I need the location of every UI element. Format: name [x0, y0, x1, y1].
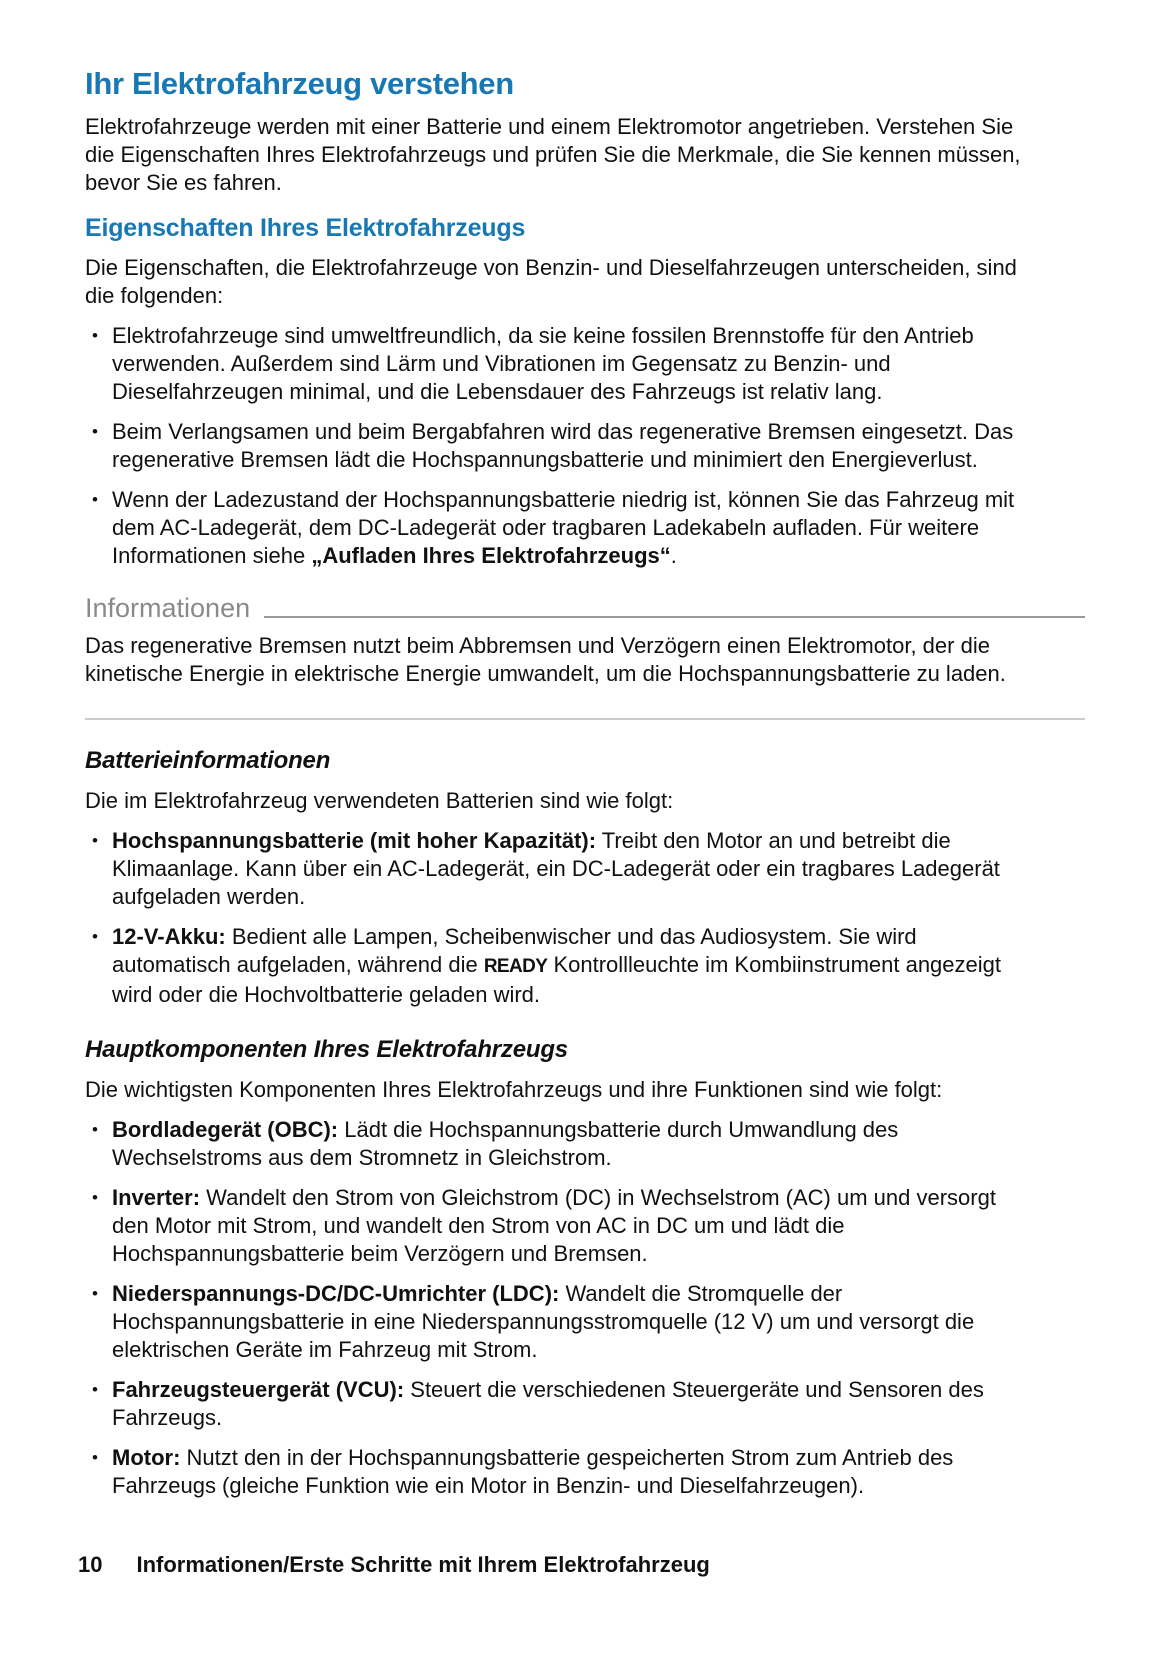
bullet-text	[112, 1444, 1032, 1500]
battery-bullet-list	[85, 827, 1085, 1009]
text-run: Steuert die verschiedenen Steuergeräte und Sensoren des Fahrzeugs.	[112, 1377, 984, 1430]
bold-term: „Aufladen Ihres Elektrofahrzeugs“	[311, 543, 671, 568]
text-run: Nutzt den in der Hochspannungsbatterie gespeicherten Strom zum Antrieb des Fahrzeugs (gleiche Funktion wie ein Motor in Benzin- und Dieselfahrzeugen).	[112, 1445, 954, 1498]
bullet-text	[112, 923, 1032, 1009]
info-note-header	[85, 592, 1085, 624]
bold-term: Motor:	[112, 1445, 181, 1470]
bullet-item	[85, 322, 1085, 406]
bullet-text	[112, 827, 1032, 911]
bullet-text	[112, 322, 1032, 406]
footer-section-title: Informationen/Erste Schritte mit Ihrem Elektrofahrzeug	[136, 1552, 710, 1577]
bold-term: Inverter:	[112, 1185, 201, 1210]
text-run: Treibt den Motor an und betreibt die Klimaanlage. Kann über ein AC-Ladegerät, ein DC-Ladegerät oder ein tragbares Ladegerät aufgeladen werden.	[112, 828, 1000, 909]
text-run: Wandelt den Strom von Gleichstrom (DC) in Wechselstrom (AC) um und versorgt den Motor mit Strom, und wandelt den Strom von AC in DC um und lädt die Hochspannungsbatterie beim Verzögern und Bremsen.	[112, 1185, 996, 1266]
bullet-item	[85, 923, 1085, 1009]
info-note-rule	[264, 616, 1085, 618]
bullet-item	[85, 486, 1085, 570]
battery-lead: Die im Elektrofahrzeug verwendeten Batterien sind wie folgt:	[85, 788, 674, 813]
bullet-text	[112, 1184, 1032, 1268]
text-run: Wenn der Ladezustand der Hochspannungsbatterie niedrig ist, können Sie das Fahrzeug mit dem AC-Ladegerät, dem DC-Ladegerät oder tragbaren Ladekabeln aufladen. Für weitere Informationen siehe	[112, 487, 1015, 568]
features-bullet-list	[85, 322, 1085, 570]
features-lead: Die Eigenschaften, die Elektrofahrzeuge von Benzin- und Dieselfahrzeugen unterscheiden, sind die folgenden:	[85, 255, 1017, 308]
bullet-item	[85, 1444, 1085, 1500]
bullet-marker: •	[92, 1448, 98, 1467]
page-title: Ihr Elektrofahrzeug verstehen	[85, 66, 514, 101]
bold-term: Bordladegerät (OBC):	[112, 1117, 339, 1142]
bullet-item	[85, 827, 1085, 911]
bullet-item	[85, 1376, 1085, 1432]
subsection-heading-components: Hauptkomponenten Ihres Elektrofahrzeugs	[85, 1036, 568, 1063]
bullet-text	[112, 486, 1032, 570]
info-note-text: Das regenerative Bremsen nutzt beim Abbremsen und Verzögern einen Elektromotor, der die kinetische Energie in elektrische Energie umwandelt, um die Hochspannungsbatterie zu laden.	[85, 633, 1006, 686]
intro-paragraph: Elektrofahrzeuge werden mit einer Batterie und einem Elektromotor angetrieben. Verstehen Sie die Eigenschaften Ihres Elektrofahrzeugs und prüfen Sie die Merkmale, die Sie kennen müssen, bevor Sie es fahren.	[85, 114, 1021, 195]
text-run: Elektrofahrzeuge sind umweltfreundlich, da sie keine fossilen Brennstoffe für den Antrieb verwenden. Außerdem sind Lärm und Vibrationen im Gegensatz zu Benzin- und Dieselfahrzeugen minimal, und die Lebensdauer des Fahrzeugs ist relativ lang.	[112, 323, 974, 404]
bullet-marker: •	[92, 422, 98, 441]
bullet-item	[85, 1280, 1085, 1364]
text-run: Bedient alle Lampen, Scheibenwischer und das Audiosystem. Sie wird automatisch aufgeladen, während die	[112, 924, 917, 977]
bullet-marker: •	[92, 927, 98, 946]
section-divider	[85, 718, 1085, 720]
text-run: Beim Verlangsamen und beim Bergabfahren wird das regenerative Bremsen eingesetzt. Das regenerative Bremsen lädt die Hochspannungsbatterie und minimiert den Energieverlust.	[112, 419, 1014, 472]
bullet-text	[112, 1280, 1032, 1364]
bullet-marker: •	[92, 1188, 98, 1207]
text-run: .	[670, 543, 677, 568]
bullet-text	[112, 1116, 1032, 1172]
text-run: Wandelt die Stromquelle der Hochspannungsbatterie in eine Niederspannungsstromquelle (12 V) um und versorgt die elektrischen Geräte im Fahrzeug mit Strom.	[112, 1281, 975, 1362]
components-bullet-list	[85, 1116, 1085, 1500]
bullet-item	[85, 1116, 1085, 1172]
bullet-marker: •	[92, 326, 98, 345]
bold-term: Fahrzeugsteuergerät (VCU):	[112, 1377, 405, 1402]
info-note-label: Informationen	[85, 593, 251, 623]
components-lead: Die wichtigsten Komponenten Ihres Elektrofahrzeugs und ihre Funktionen sind wie folgt:	[85, 1077, 943, 1102]
text-run: Lädt die Hochspannungsbatterie durch Umwandlung des Wechselstroms aus dem Stromnetz in Gleichstrom.	[112, 1117, 899, 1170]
bullet-marker: •	[92, 490, 98, 509]
bullet-marker: •	[92, 831, 98, 850]
bold-term: Niederspannungs-DC/DC-Umrichter (LDC):	[112, 1281, 560, 1306]
bullet-text	[112, 1376, 1032, 1432]
text-run: Kontrollleuchte im Kombiinstrument angezeigt wird oder die Hochvoltbatterie geladen wird.	[112, 952, 1002, 1007]
page-footer	[78, 1551, 710, 1579]
bullet-text	[112, 418, 1032, 474]
bullet-item	[85, 1184, 1085, 1268]
bullet-marker: •	[92, 1120, 98, 1139]
bullet-marker: •	[92, 1284, 98, 1303]
footer-page-number: 10	[78, 1552, 103, 1577]
bold-term: Hochspannungsbatterie (mit hoher Kapazität):	[112, 828, 597, 853]
ready-indicator-text: READY	[483, 956, 548, 977]
bullet-item	[85, 418, 1085, 474]
bold-term: 12-V-Akku:	[112, 924, 226, 949]
subsection-heading-battery: Batterieinformationen	[85, 747, 331, 774]
bullet-marker: •	[92, 1380, 98, 1399]
section-heading-features: Eigenschaften Ihres Elektrofahrzeugs	[85, 214, 526, 242]
